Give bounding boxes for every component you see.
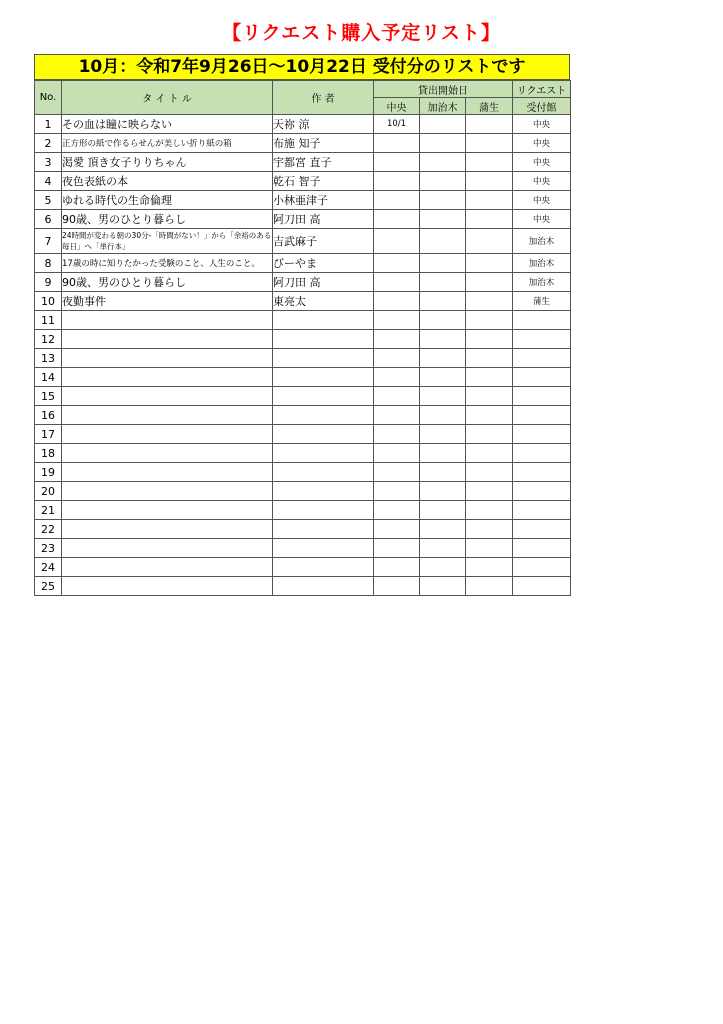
request-library: 加治木: [513, 229, 571, 254]
book-title: ゆれる時代の生命倫理: [62, 191, 273, 210]
loan-date-chuo: [374, 254, 420, 273]
loan-date-kajiki: [420, 229, 466, 254]
request-library: 蒲生: [513, 292, 571, 311]
loan-date-kajiki: [420, 153, 466, 172]
row-number: 7: [35, 229, 62, 254]
loan-date-chuo: [374, 444, 420, 463]
book-title: [62, 577, 273, 596]
book-author: [273, 406, 374, 425]
book-author: [273, 463, 374, 482]
table-row: [35, 463, 571, 482]
book-author: 吉武麻子: [273, 229, 374, 254]
loan-date-kajiki: [420, 191, 466, 210]
book-title: [62, 501, 273, 520]
loan-date-kamo: [466, 311, 513, 330]
loan-date-chuo: [374, 482, 420, 501]
request-library: 加治木: [513, 254, 571, 273]
loan-date-kajiki: [420, 501, 466, 520]
loan-date-kamo: [466, 368, 513, 387]
loan-date-chuo: [374, 229, 420, 254]
book-author: [273, 558, 374, 577]
book-author: びーやま: [273, 254, 374, 273]
loan-date-kajiki: [420, 368, 466, 387]
book-title: 90歳、男のひとり暮らし: [62, 273, 273, 292]
table-row: [35, 191, 571, 210]
row-number: 14: [35, 368, 62, 387]
loan-date-kamo: [466, 501, 513, 520]
table-row: [35, 539, 571, 558]
book-author: [273, 425, 374, 444]
row-number: 18: [35, 444, 62, 463]
period-banner: 10月：令和7年9月26日～10月22日 受付分のリストです: [34, 54, 570, 80]
book-author: 東亮太: [273, 292, 374, 311]
table-row: [35, 558, 571, 577]
book-author: [273, 330, 374, 349]
loan-date-chuo: [374, 501, 420, 520]
table-row: [35, 425, 571, 444]
loan-date-kamo: [466, 558, 513, 577]
loan-date-chuo: [374, 330, 420, 349]
book-author: 阿刀田 高: [273, 273, 374, 292]
table-row: [35, 292, 571, 311]
loan-date-kamo: [466, 425, 513, 444]
row-number: 1: [35, 115, 62, 134]
column-header-title: タ イ ト ル: [62, 81, 273, 115]
book-title: その血は瞳に映らない: [62, 115, 273, 134]
row-number: 15: [35, 387, 62, 406]
book-title: [62, 482, 273, 501]
row-number: 6: [35, 210, 62, 229]
loan-date-chuo: [374, 406, 420, 425]
book-title: 17歳の時に知りたかった受験のこと、人生のこと。: [62, 254, 273, 273]
book-author: 宇都宮 直子: [273, 153, 374, 172]
request-library: 中央: [513, 153, 571, 172]
row-number: 13: [35, 349, 62, 368]
row-number: 25: [35, 577, 62, 596]
table-header-row: [35, 81, 571, 98]
book-title: [62, 558, 273, 577]
loan-date-chuo: [374, 387, 420, 406]
loan-date-chuo: [374, 172, 420, 191]
row-number: 4: [35, 172, 62, 191]
loan-date-kamo: [466, 539, 513, 558]
loan-date-kajiki: [420, 330, 466, 349]
book-title: [62, 368, 273, 387]
loan-date-kamo: [466, 577, 513, 596]
table-row: [35, 520, 571, 539]
request-library: 加治木: [513, 273, 571, 292]
loan-date-kajiki: [420, 406, 466, 425]
loan-date-chuo: [374, 368, 420, 387]
loan-date-kajiki: [420, 349, 466, 368]
book-title: 24時間が変わる朝の30分-「時間がない！」から「余裕のある毎日」へ「単行本」: [62, 229, 273, 254]
loan-date-chuo: [374, 292, 420, 311]
column-header-kajiki: 加治木: [420, 98, 466, 115]
column-header-request-bottom: 受付館: [513, 98, 571, 115]
loan-date-chuo: [374, 134, 420, 153]
table-row: [35, 482, 571, 501]
book-author: [273, 520, 374, 539]
column-header-no: No.: [35, 81, 62, 115]
loan-date-kamo: [466, 406, 513, 425]
table-row: [35, 406, 571, 425]
loan-date-kajiki: [420, 292, 466, 311]
loan-date-kamo: [466, 115, 513, 134]
book-title: [62, 387, 273, 406]
loan-date-kamo: [466, 292, 513, 311]
row-number: 19: [35, 463, 62, 482]
book-title: [62, 406, 273, 425]
loan-date-kamo: [466, 134, 513, 153]
table-row: [35, 273, 571, 292]
table-row: [35, 368, 571, 387]
loan-date-kamo: [466, 273, 513, 292]
request-library: [513, 387, 571, 406]
loan-date-kajiki: [420, 463, 466, 482]
loan-date-kamo: [466, 444, 513, 463]
loan-date-kajiki: [420, 425, 466, 444]
book-title: [62, 311, 273, 330]
loan-date-kamo: [466, 210, 513, 229]
column-header-kamo: 蒲生: [466, 98, 513, 115]
request-library: [513, 482, 571, 501]
loan-date-kajiki: [420, 558, 466, 577]
loan-date-chuo: [374, 210, 420, 229]
book-author: [273, 387, 374, 406]
book-author: [273, 501, 374, 520]
book-title: 正方形の紙で作るらせんが美しい折り紙の箱: [62, 134, 273, 153]
book-title: [62, 349, 273, 368]
loan-date-kamo: [466, 153, 513, 172]
book-author: 阿刀田 高: [273, 210, 374, 229]
book-title: 渇愛 頂き女子りりちゃん: [62, 153, 273, 172]
loan-date-kajiki: [420, 520, 466, 539]
loan-date-kajiki: [420, 539, 466, 558]
book-title: [62, 520, 273, 539]
table-row: [35, 153, 571, 172]
table-row: [35, 254, 571, 273]
row-number: 16: [35, 406, 62, 425]
book-author: [273, 444, 374, 463]
table-row: [35, 444, 571, 463]
loan-date-kamo: [466, 463, 513, 482]
row-number: 21: [35, 501, 62, 520]
column-header-request-top: リクエスト: [513, 81, 571, 98]
document-title: 【リクエスト購入予定リスト】: [222, 22, 501, 44]
book-author: [273, 539, 374, 558]
loan-date-kajiki: [420, 172, 466, 191]
loan-date-chuo: [374, 577, 420, 596]
request-library: [513, 501, 571, 520]
request-library: 中央: [513, 191, 571, 210]
loan-date-chuo: [374, 273, 420, 292]
loan-date-chuo: [374, 463, 420, 482]
loan-date-kajiki: [420, 273, 466, 292]
request-library: 中央: [513, 210, 571, 229]
loan-date-chuo: [374, 520, 420, 539]
loan-date-kamo: [466, 191, 513, 210]
table-row: [35, 134, 571, 153]
row-number: 11: [35, 311, 62, 330]
loan-date-kamo: [466, 482, 513, 501]
loan-date-kamo: [466, 387, 513, 406]
loan-date-chuo: [374, 425, 420, 444]
book-author: [273, 577, 374, 596]
loan-date-kajiki: [420, 115, 466, 134]
table-row: [35, 229, 571, 254]
loan-date-kajiki: [420, 482, 466, 501]
table-row: [35, 330, 571, 349]
request-library: [513, 444, 571, 463]
row-number: 22: [35, 520, 62, 539]
row-number: 23: [35, 539, 62, 558]
loan-date-chuo: [374, 558, 420, 577]
book-author: [273, 482, 374, 501]
book-author: [273, 368, 374, 387]
request-library: [513, 463, 571, 482]
column-header-author: 作 者: [273, 81, 374, 115]
row-number: 24: [35, 558, 62, 577]
book-title: [62, 425, 273, 444]
row-number: 10: [35, 292, 62, 311]
loan-date-kajiki: [420, 210, 466, 229]
column-header-loan-start: 貸出開始日: [374, 81, 513, 98]
request-library: [513, 539, 571, 558]
loan-date-kamo: [466, 330, 513, 349]
book-title: [62, 444, 273, 463]
book-title: 夜勤事件: [62, 292, 273, 311]
request-library: [513, 425, 571, 444]
table-row: [35, 501, 571, 520]
loan-date-kajiki: [420, 311, 466, 330]
request-library: [513, 577, 571, 596]
book-title: 90歳、男のひとり暮らし: [62, 210, 273, 229]
row-number: 2: [35, 134, 62, 153]
loan-date-kamo: [466, 229, 513, 254]
table-row: [35, 172, 571, 191]
loan-date-chuo: [374, 153, 420, 172]
loan-date-chuo: 10/1: [374, 115, 420, 134]
loan-date-chuo: [374, 191, 420, 210]
row-number: 3: [35, 153, 62, 172]
loan-date-kamo: [466, 349, 513, 368]
loan-date-kamo: [466, 520, 513, 539]
row-number: 12: [35, 330, 62, 349]
table-body: [35, 115, 571, 596]
loan-date-kajiki: [420, 254, 466, 273]
loan-date-kamo: [466, 254, 513, 273]
loan-date-chuo: [374, 311, 420, 330]
row-number: 9: [35, 273, 62, 292]
loan-date-kajiki: [420, 134, 466, 153]
loan-date-kajiki: [420, 444, 466, 463]
book-author: 天祢 涼: [273, 115, 374, 134]
book-author: 乾石 智子: [273, 172, 374, 191]
table-row: [35, 115, 571, 134]
request-library: 中央: [513, 134, 571, 153]
request-library: 中央: [513, 115, 571, 134]
book-title: 夜色表紙の本: [62, 172, 273, 191]
table-row: [35, 577, 571, 596]
request-library: [513, 558, 571, 577]
request-library: [513, 311, 571, 330]
table-row: [35, 210, 571, 229]
loan-date-kajiki: [420, 387, 466, 406]
loan-date-kamo: [466, 172, 513, 191]
book-title: [62, 463, 273, 482]
request-library: 中央: [513, 172, 571, 191]
request-list-table: [34, 80, 571, 596]
book-author: 布施 知子: [273, 134, 374, 153]
book-title: [62, 330, 273, 349]
table-row: [35, 349, 571, 368]
row-number: 20: [35, 482, 62, 501]
loan-date-chuo: [374, 539, 420, 558]
request-library: [513, 330, 571, 349]
book-author: 小林亜津子: [273, 191, 374, 210]
loan-date-chuo: [374, 349, 420, 368]
book-author: [273, 349, 374, 368]
loan-date-kajiki: [420, 577, 466, 596]
request-library: [513, 406, 571, 425]
book-author: [273, 311, 374, 330]
request-library: [513, 520, 571, 539]
row-number: 8: [35, 254, 62, 273]
row-number: 5: [35, 191, 62, 210]
column-header-chuo: 中央: [374, 98, 420, 115]
book-title: [62, 539, 273, 558]
row-number: 17: [35, 425, 62, 444]
table-row: [35, 387, 571, 406]
request-library: [513, 368, 571, 387]
request-library: [513, 349, 571, 368]
table-row: [35, 311, 571, 330]
